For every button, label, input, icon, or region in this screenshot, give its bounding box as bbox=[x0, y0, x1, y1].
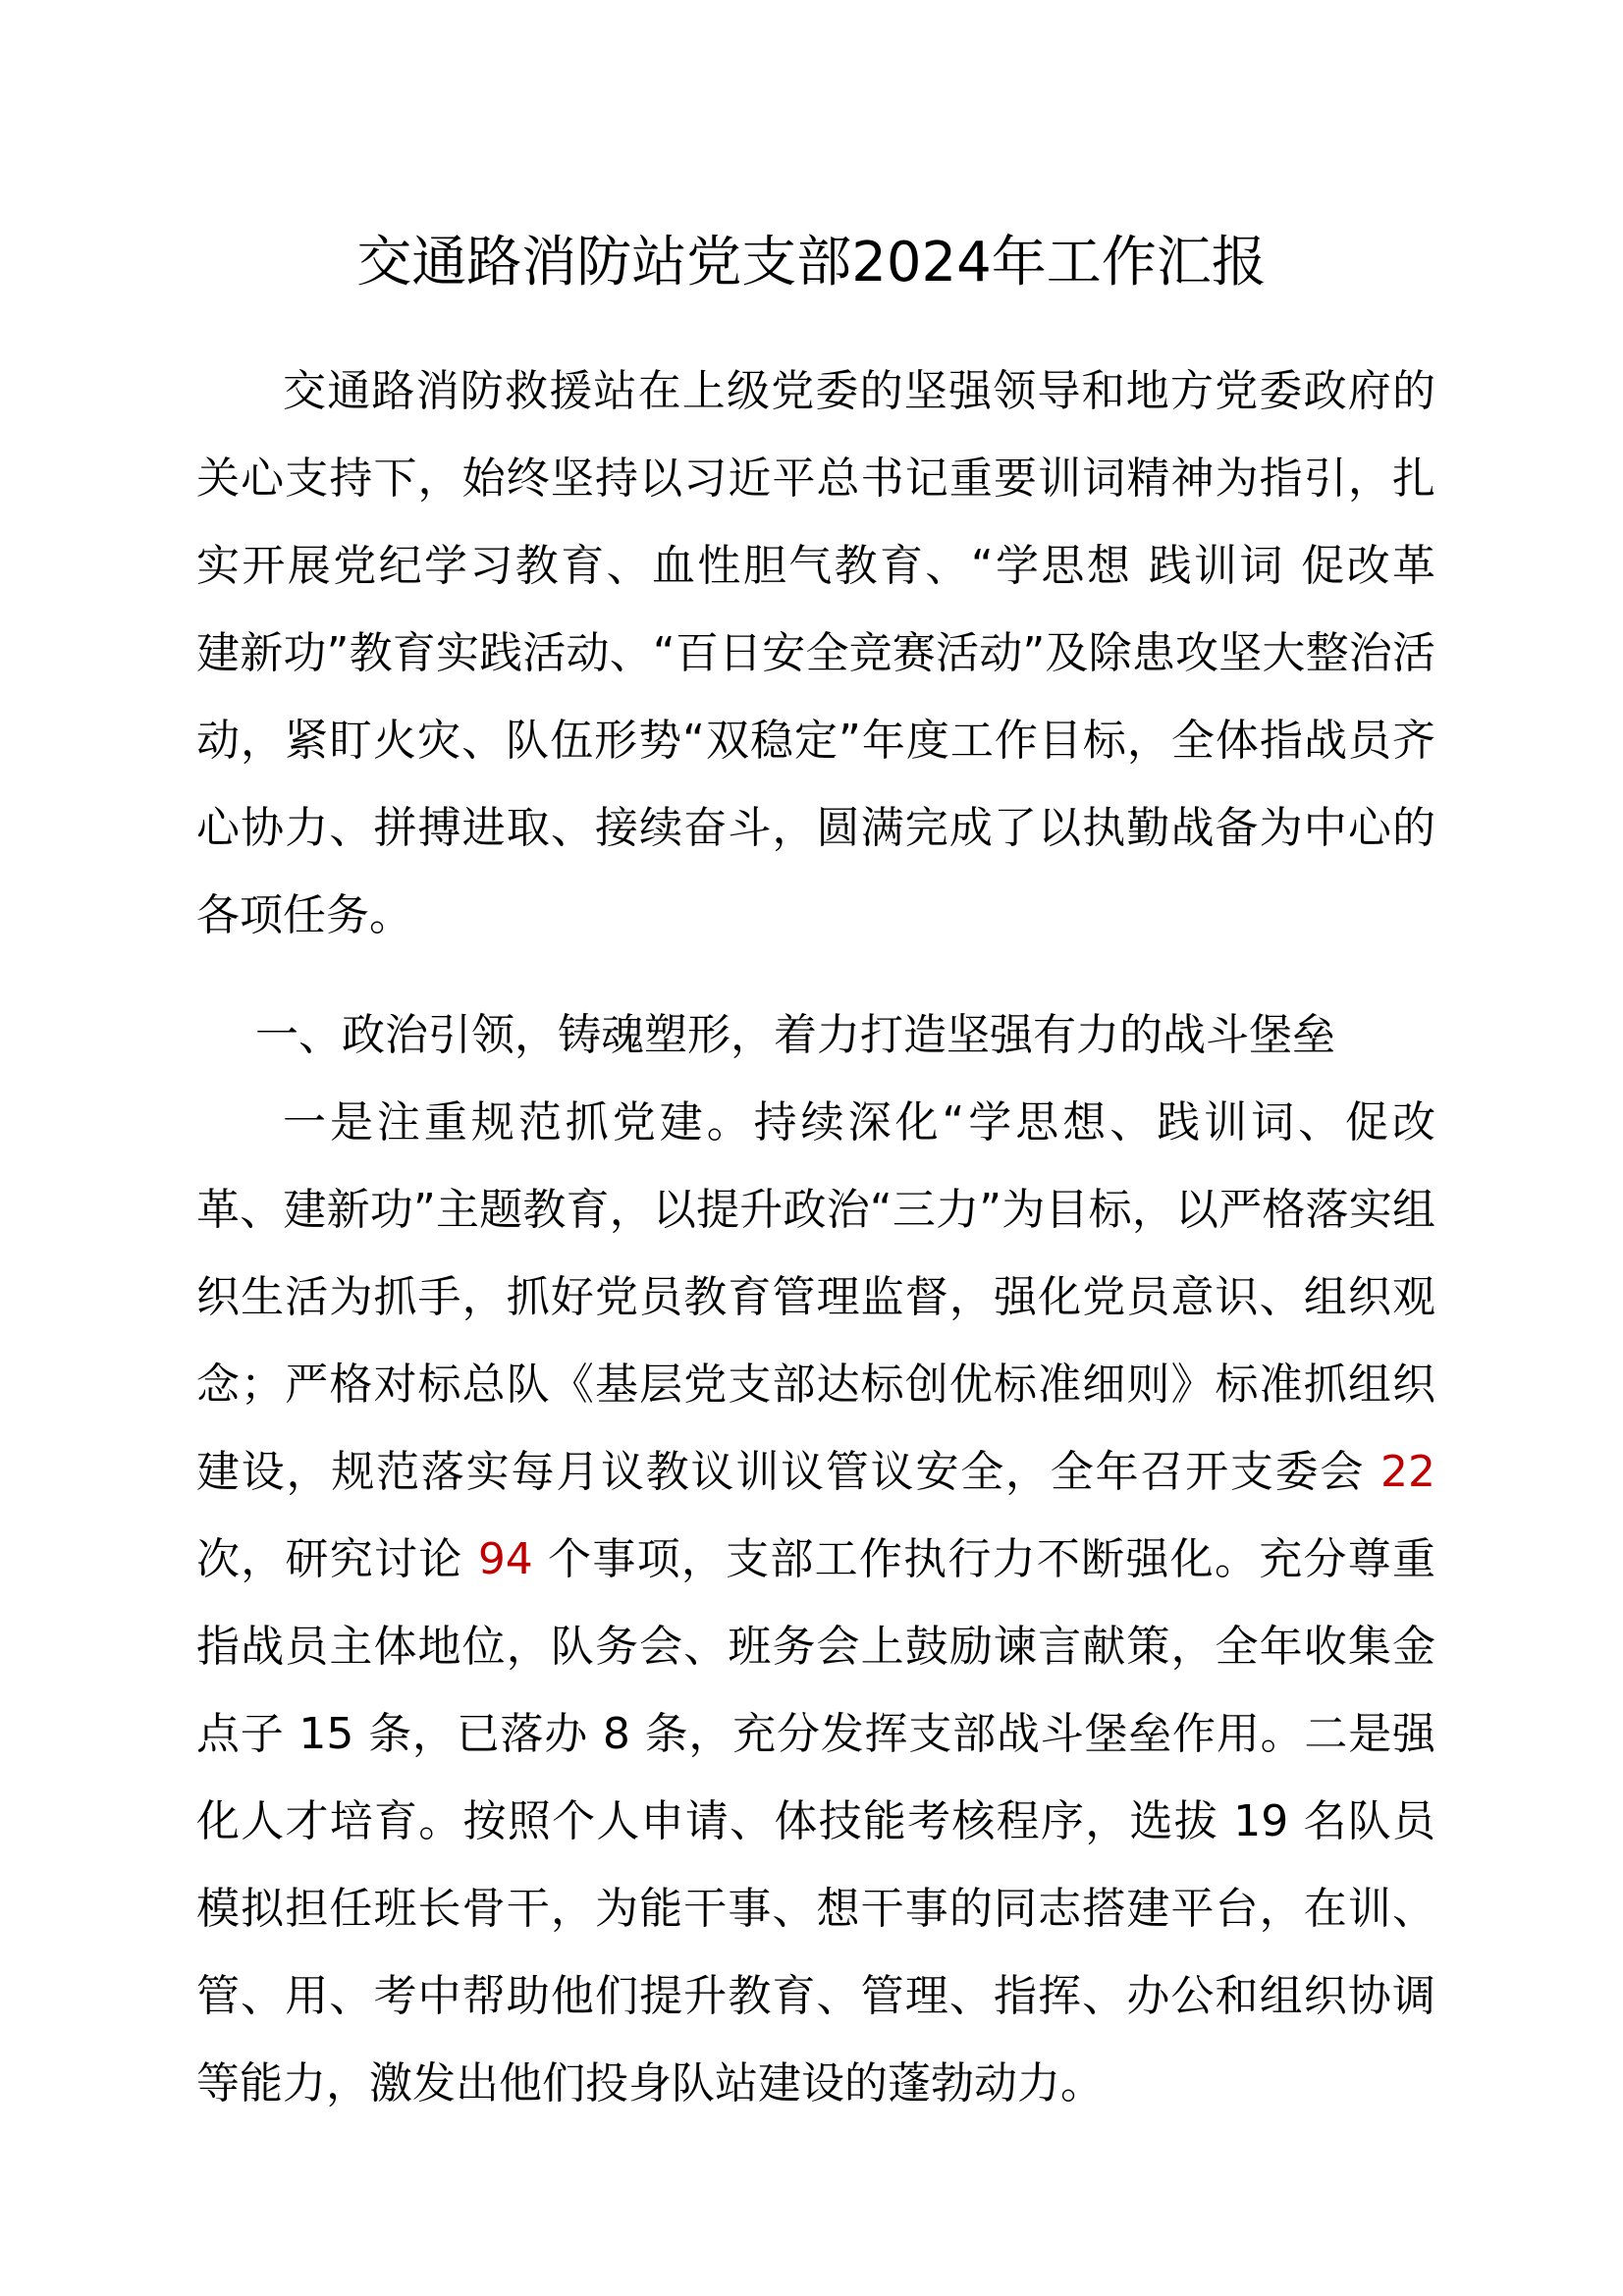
text-segment: 个事项，支部工作执行力不断强化。充分尊重 bbox=[532, 1534, 1435, 1584]
section-heading-text: 一、政治引领，铸魂塑形，着力打造坚强有力的战斗堡垒 bbox=[255, 1010, 1335, 1060]
text-line: 实开展党纪学习教育、血性胆气教育、“学思想 践训词 促改革 bbox=[196, 541, 1435, 591]
text-line: 建新功”教育实践活动、“百日安全竞赛活动”及除患攻坚大整治活 bbox=[196, 628, 1435, 678]
text-line: 一是注重规范抓党建。持续深化“学思想、践训词、促改 bbox=[283, 1097, 1435, 1148]
text-line: 点子 15 条，已落办 8 条，充分发挥支部战斗堡垒作用。二是强 bbox=[196, 1709, 1435, 1759]
text-line: 管、用、考中帮助他们提升教育、管理、指挥、办公和组织协调 bbox=[196, 1971, 1435, 2021]
text-line: 关心支持下，始终坚持以习近平总书记重要训词精神为指引，扎 bbox=[196, 454, 1435, 504]
section-heading bbox=[196, 991, 1435, 1079]
text-line: 织生活为抓手，抓好党员教育管理监督，强化党员意识、组织观 bbox=[196, 1272, 1435, 1322]
text-line: 等能力，激发出他们投身队站建设的蓬勃动力。 bbox=[196, 2058, 1104, 2109]
text-line: 念；严格对标总队《基层党支部达标创优标准细则》标准抓组织 bbox=[196, 1360, 1435, 1410]
highlight-number-matters: 94 bbox=[477, 1534, 533, 1584]
text-segment: 建设，规范落实每月议教议训议管议安全，全年召开支委会 bbox=[196, 1447, 1380, 1497]
party-building-paragraph bbox=[196, 1079, 1435, 2127]
text-line: 指战员主体地位，队务会、班务会上鼓励谏言献策，全年收集金 bbox=[196, 1622, 1435, 1672]
text-line: 革、建新功”主题教育，以提升政治“三力”为目标，以严格落实组 bbox=[196, 1185, 1435, 1235]
text-line: 各项任务。 bbox=[196, 890, 412, 940]
text-line: 模拟担任班长骨干，为能干事、想干事的同志搭建平台，在训、 bbox=[196, 1884, 1435, 1934]
text-segment: 次，研究讨论 bbox=[196, 1534, 478, 1584]
text-line-with-highlight bbox=[196, 1516, 1435, 1603]
highlight-number-meetings: 22 bbox=[1380, 1447, 1435, 1497]
text-line-with-highlight bbox=[196, 1428, 1435, 1516]
text-line: 化人才培育。按照个人申请、体技能考核程序，选拔 19 名队员 bbox=[196, 1796, 1435, 1846]
text-line: 交通路消防救援站在上级党委的坚强领导和地方党委政府的 bbox=[283, 366, 1435, 416]
intro-paragraph bbox=[196, 347, 1435, 959]
text-line: 动，紧盯火灾、队伍形势“双稳定”年度工作目标，全体指战员齐 bbox=[196, 716, 1435, 766]
text-line: 心协力、拼搏进取、接续奋斗，圆满完成了以执勤战备为中心的 bbox=[196, 803, 1435, 853]
document-title: 交通路消防站党支部2024年工作汇报 bbox=[356, 231, 1267, 294]
